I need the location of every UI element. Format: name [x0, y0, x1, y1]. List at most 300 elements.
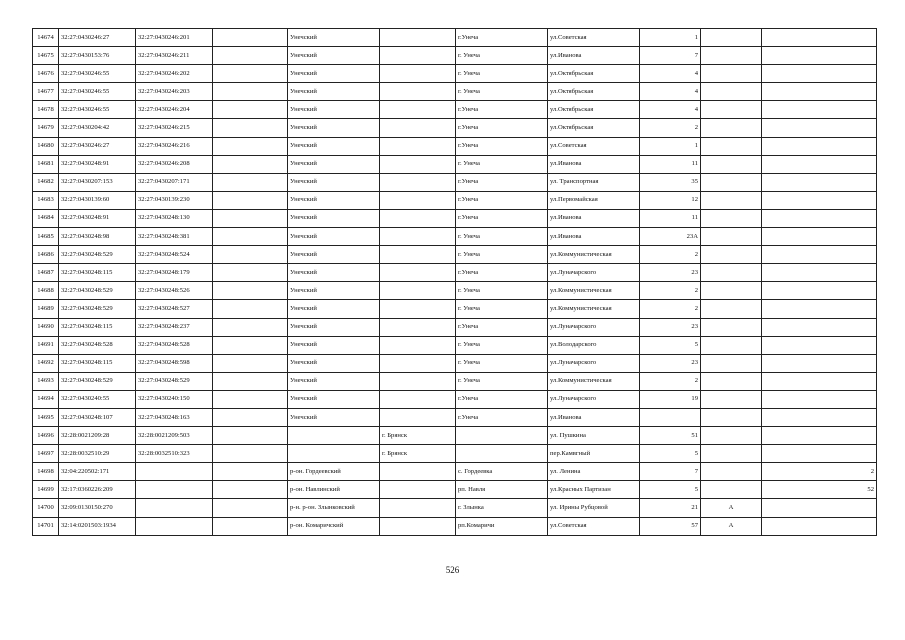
row-number-cell: 14692	[33, 354, 59, 372]
city-cell	[380, 300, 456, 318]
street-cell: ул.Советская	[548, 29, 640, 47]
district-cell: Унечский	[288, 137, 380, 155]
city-cell	[380, 408, 456, 426]
district-cell: Унечский	[288, 47, 380, 65]
cadastral-number-cell: 32:27:0430248:529	[59, 246, 136, 264]
locality-cell: г. Унеча	[456, 300, 548, 318]
district-cell: Унечский	[288, 336, 380, 354]
locality-cell: г.Унеча	[456, 101, 548, 119]
locality-cell: г. Унеча	[456, 372, 548, 390]
street-cell: ул.Первомайская	[548, 191, 640, 209]
table-row	[33, 354, 877, 372]
letter-cell: А	[701, 499, 762, 517]
extra-cell	[762, 246, 877, 264]
extra-cell	[762, 300, 877, 318]
street-cell: ул.Луначарского	[548, 354, 640, 372]
object-number-cell: 32:27:0430207:171	[136, 173, 213, 191]
house-number-cell: 4	[640, 65, 701, 83]
row-number-cell: 14679	[33, 119, 59, 137]
object-number-cell: 32:28:0032510:323	[136, 445, 213, 463]
street-cell: ул.Володарского	[548, 336, 640, 354]
city-cell	[380, 137, 456, 155]
extra-cell	[762, 47, 877, 65]
cadastral-number-cell: 32:27:0430248:115	[59, 354, 136, 372]
city-cell	[380, 336, 456, 354]
blank-cell-cell	[213, 83, 288, 101]
extra-cell	[762, 318, 877, 336]
extra-cell: 2	[762, 463, 877, 481]
street-cell: ул.Иванова	[548, 155, 640, 173]
house-number-cell: 1	[640, 137, 701, 155]
street-cell: ул. Ирины Рубцовой	[548, 499, 640, 517]
cadastral-number-cell: 32:27:0430248:529	[59, 282, 136, 300]
district-cell: Унечский	[288, 408, 380, 426]
object-number-cell: 32:27:0430248:524	[136, 246, 213, 264]
house-number-cell: 2	[640, 282, 701, 300]
city-cell	[380, 318, 456, 336]
street-cell: ул.Иванова	[548, 47, 640, 65]
row-number-cell: 14676	[33, 65, 59, 83]
city-cell	[380, 119, 456, 137]
cadastral-number-cell: 32:27:0430248:91	[59, 209, 136, 227]
row-number-cell: 14688	[33, 282, 59, 300]
house-number-cell: 5	[640, 445, 701, 463]
letter-cell	[701, 427, 762, 445]
house-number-cell: 5	[640, 481, 701, 499]
letter-cell: А	[701, 517, 762, 535]
letter-cell	[701, 101, 762, 119]
city-cell	[380, 246, 456, 264]
house-number-cell: 2	[640, 372, 701, 390]
letter-cell	[701, 481, 762, 499]
row-number-cell: 14687	[33, 264, 59, 282]
locality-cell: г. Унеча	[456, 246, 548, 264]
object-number-cell: 32:27:0430246:208	[136, 155, 213, 173]
blank-cell-cell	[213, 372, 288, 390]
letter-cell	[701, 228, 762, 246]
city-cell	[380, 209, 456, 227]
row-number-cell: 14678	[33, 101, 59, 119]
street-cell: ул.Коммунистическая	[548, 246, 640, 264]
extra-cell	[762, 209, 877, 227]
letter-cell	[701, 282, 762, 300]
letter-cell	[701, 372, 762, 390]
locality-cell	[456, 427, 548, 445]
object-number-cell: 32:27:0430248:179	[136, 264, 213, 282]
extra-cell	[762, 427, 877, 445]
street-cell: ул.Октябрьская	[548, 101, 640, 119]
object-number-cell: 32:27:0430248:130	[136, 209, 213, 227]
row-number-cell: 14682	[33, 173, 59, 191]
city-cell: г. Брянск	[380, 427, 456, 445]
city-cell	[380, 372, 456, 390]
extra-cell	[762, 119, 877, 137]
row-number-cell: 14683	[33, 191, 59, 209]
extra-cell	[762, 29, 877, 47]
letter-cell	[701, 318, 762, 336]
city-cell	[380, 83, 456, 101]
house-number-cell: 11	[640, 155, 701, 173]
city-cell	[380, 481, 456, 499]
blank-cell-cell	[213, 155, 288, 173]
cadastral-number-cell: 32:09:0130150:270	[59, 499, 136, 517]
letter-cell	[701, 83, 762, 101]
letter-cell	[701, 246, 762, 264]
locality-cell	[456, 445, 548, 463]
table-row	[33, 101, 877, 119]
house-number-cell: 1	[640, 29, 701, 47]
object-number-cell	[136, 499, 213, 517]
row-number-cell: 14697	[33, 445, 59, 463]
object-number-cell	[136, 463, 213, 481]
house-number-cell: 57	[640, 517, 701, 535]
table-row	[33, 300, 877, 318]
letter-cell	[701, 29, 762, 47]
district-cell	[288, 427, 380, 445]
cadastral-number-cell: 32:28:0021209:28	[59, 427, 136, 445]
house-number-cell: 23А	[640, 228, 701, 246]
street-cell: пер.Камвгный	[548, 445, 640, 463]
cadastral-number-cell: 32:27:0430153:76	[59, 47, 136, 65]
blank-cell-cell	[213, 445, 288, 463]
extra-cell	[762, 228, 877, 246]
extra-cell	[762, 517, 877, 535]
table-row	[33, 318, 877, 336]
city-cell: г. Брянск	[380, 445, 456, 463]
city-cell	[380, 499, 456, 517]
row-number-cell: 14701	[33, 517, 59, 535]
table-row	[33, 427, 877, 445]
letter-cell	[701, 155, 762, 173]
object-number-cell: 32:27:0430246:201	[136, 29, 213, 47]
locality-cell: г.Унеча	[456, 29, 548, 47]
locality-cell: г.Унеча	[456, 209, 548, 227]
house-number-cell: 7	[640, 47, 701, 65]
row-number-cell: 14685	[33, 228, 59, 246]
blank-cell-cell	[213, 336, 288, 354]
row-number-cell: 14684	[33, 209, 59, 227]
city-cell	[380, 463, 456, 481]
row-number-cell: 14677	[33, 83, 59, 101]
city-cell	[380, 282, 456, 300]
house-number-cell: 2	[640, 300, 701, 318]
blank-cell-cell	[213, 499, 288, 517]
street-cell: ул.Советская	[548, 517, 640, 535]
table-row	[33, 119, 877, 137]
street-cell: ул.Иванова	[548, 228, 640, 246]
extra-cell	[762, 65, 877, 83]
letter-cell	[701, 445, 762, 463]
district-cell: Унечский	[288, 228, 380, 246]
letter-cell	[701, 264, 762, 282]
extra-cell	[762, 101, 877, 119]
locality-cell: г.Унеча	[456, 173, 548, 191]
row-number-cell: 14689	[33, 300, 59, 318]
street-cell: ул.Октябрьская	[548, 119, 640, 137]
table-row	[33, 137, 877, 155]
locality-cell: г. Злынка	[456, 499, 548, 517]
object-number-cell: 32:27:0430248:163	[136, 408, 213, 426]
extra-cell	[762, 354, 877, 372]
cadastral-number-cell: 32:17:0360226:209	[59, 481, 136, 499]
blank-cell-cell	[213, 228, 288, 246]
cadastral-number-cell: 32:28:0032510:29	[59, 445, 136, 463]
street-cell: ул.Красных Партизан	[548, 481, 640, 499]
row-number-cell: 14699	[33, 481, 59, 499]
table-row	[33, 499, 877, 517]
object-number-cell: 32:27:0430248:529	[136, 372, 213, 390]
extra-cell	[762, 499, 877, 517]
locality-cell: г.Унеча	[456, 119, 548, 137]
district-cell: р-он. Гордеевский	[288, 463, 380, 481]
row-number-cell: 14693	[33, 372, 59, 390]
street-cell: ул.Коммунистическая	[548, 372, 640, 390]
house-number-cell: 5	[640, 336, 701, 354]
cadastral-number-cell: 32:27:0430248:115	[59, 318, 136, 336]
cadastral-number-cell: 32:27:0430248:528	[59, 336, 136, 354]
locality-cell: г. Унеча	[456, 47, 548, 65]
locality-cell: г. Унеча	[456, 354, 548, 372]
street-cell: ул.Иванова	[548, 408, 640, 426]
blank-cell-cell	[213, 427, 288, 445]
locality-cell: рп.Комаричи	[456, 517, 548, 535]
extra-cell	[762, 408, 877, 426]
house-number-cell: 7	[640, 463, 701, 481]
blank-cell-cell	[213, 173, 288, 191]
table-row	[33, 47, 877, 65]
table-row	[33, 463, 877, 481]
blank-cell-cell	[213, 408, 288, 426]
house-number-cell: 2	[640, 246, 701, 264]
city-cell	[380, 354, 456, 372]
street-cell: ул.Коммунистическая	[548, 300, 640, 318]
cadastral-number-cell: 32:27:0430248:115	[59, 264, 136, 282]
locality-cell: г. Унеча	[456, 155, 548, 173]
house-number-cell	[640, 408, 701, 426]
city-cell	[380, 65, 456, 83]
cadastral-number-cell: 32:27:0430246:55	[59, 101, 136, 119]
locality-cell: с. Гордеевка	[456, 463, 548, 481]
letter-cell	[701, 336, 762, 354]
object-number-cell: 32:27:0430246:202	[136, 65, 213, 83]
letter-cell	[701, 390, 762, 408]
blank-cell-cell	[213, 137, 288, 155]
letter-cell	[701, 137, 762, 155]
register-table	[32, 28, 877, 536]
object-number-cell: 32:27:0430248:527	[136, 300, 213, 318]
object-number-cell	[136, 517, 213, 535]
table-row	[33, 173, 877, 191]
row-number-cell: 14690	[33, 318, 59, 336]
street-cell: ул. Транспортная	[548, 173, 640, 191]
table-row	[33, 372, 877, 390]
cadastral-number-cell: 32:27:0430246:55	[59, 65, 136, 83]
cadastral-number-cell: 32:27:0430207:153	[59, 173, 136, 191]
table-row	[33, 65, 877, 83]
object-number-cell: 32:27:0430246:216	[136, 137, 213, 155]
blank-cell-cell	[213, 463, 288, 481]
blank-cell-cell	[213, 390, 288, 408]
street-cell: ул.Октябрьская	[548, 65, 640, 83]
house-number-cell: 35	[640, 173, 701, 191]
city-cell	[380, 101, 456, 119]
district-cell: Унечский	[288, 354, 380, 372]
row-number-cell: 14686	[33, 246, 59, 264]
table-row	[33, 390, 877, 408]
city-cell	[380, 517, 456, 535]
street-cell: ул.Коммунистическая	[548, 282, 640, 300]
letter-cell	[701, 119, 762, 137]
locality-cell: г.Унеча	[456, 390, 548, 408]
locality-cell: г. Унеча	[456, 336, 548, 354]
table-row	[33, 264, 877, 282]
cadastral-number-cell: 32:04:220502:171	[59, 463, 136, 481]
district-cell: Унечский	[288, 83, 380, 101]
letter-cell	[701, 354, 762, 372]
locality-cell: г. Унеча	[456, 65, 548, 83]
row-number-cell: 14691	[33, 336, 59, 354]
district-cell: Унечский	[288, 209, 380, 227]
object-number-cell: 32:27:0430246:204	[136, 101, 213, 119]
blank-cell-cell	[213, 300, 288, 318]
extra-cell	[762, 137, 877, 155]
table-row	[33, 481, 877, 499]
row-number-cell: 14694	[33, 390, 59, 408]
district-cell: Унечский	[288, 29, 380, 47]
district-cell: Унечский	[288, 282, 380, 300]
blank-cell-cell	[213, 65, 288, 83]
blank-cell-cell	[213, 209, 288, 227]
house-number-cell: 51	[640, 427, 701, 445]
cadastral-number-cell: 32:27:0430204:42	[59, 119, 136, 137]
blank-cell-cell	[213, 119, 288, 137]
house-number-cell: 23	[640, 354, 701, 372]
page-number: 526	[445, 565, 460, 575]
object-number-cell: 32:27:0430139:230	[136, 191, 213, 209]
extra-cell: 52	[762, 481, 877, 499]
district-cell	[288, 445, 380, 463]
object-number-cell	[136, 481, 213, 499]
district-cell: Унечский	[288, 372, 380, 390]
house-number-cell: 23	[640, 318, 701, 336]
cadastral-number-cell: 32:27:0430248:529	[59, 372, 136, 390]
object-number-cell: 32:27:0430246:211	[136, 47, 213, 65]
city-cell	[380, 264, 456, 282]
district-cell: Унечский	[288, 65, 380, 83]
letter-cell	[701, 408, 762, 426]
district-cell: Унечский	[288, 191, 380, 209]
table-row	[33, 445, 877, 463]
cadastral-number-cell: 32:27:0430248:98	[59, 228, 136, 246]
letter-cell	[701, 300, 762, 318]
table-row	[33, 336, 877, 354]
street-cell: ул.Луначарского	[548, 318, 640, 336]
blank-cell-cell	[213, 282, 288, 300]
house-number-cell: 19	[640, 390, 701, 408]
locality-cell: г. Унеча	[456, 228, 548, 246]
district-cell: Унечский	[288, 119, 380, 137]
extra-cell	[762, 445, 877, 463]
table-row	[33, 155, 877, 173]
row-number-cell: 14674	[33, 29, 59, 47]
object-number-cell: 32:27:0430246:215	[136, 119, 213, 137]
row-number-cell: 14681	[33, 155, 59, 173]
cadastral-number-cell: 32:27:0430248:91	[59, 155, 136, 173]
extra-cell	[762, 173, 877, 191]
city-cell	[380, 390, 456, 408]
table-row	[33, 209, 877, 227]
cadastral-number-cell: 32:27:0430139:60	[59, 191, 136, 209]
letter-cell	[701, 209, 762, 227]
table-row	[33, 282, 877, 300]
district-cell: Унечский	[288, 300, 380, 318]
extra-cell	[762, 282, 877, 300]
table-row	[33, 191, 877, 209]
row-number-cell: 14680	[33, 137, 59, 155]
row-number-cell: 14675	[33, 47, 59, 65]
extra-cell	[762, 372, 877, 390]
locality-cell: г.Унеча	[456, 264, 548, 282]
city-cell	[380, 155, 456, 173]
blank-cell-cell	[213, 481, 288, 499]
extra-cell	[762, 390, 877, 408]
object-number-cell: 32:28:0021209:503	[136, 427, 213, 445]
blank-cell-cell	[213, 101, 288, 119]
letter-cell	[701, 463, 762, 481]
table-row	[33, 228, 877, 246]
object-number-cell: 32:27:0430248:598	[136, 354, 213, 372]
city-cell	[380, 191, 456, 209]
locality-cell: г.Унеча	[456, 318, 548, 336]
row-number-cell: 14698	[33, 463, 59, 481]
house-number-cell: 4	[640, 83, 701, 101]
blank-cell-cell	[213, 29, 288, 47]
district-cell: р-н. р-он. Злынковский	[288, 499, 380, 517]
blank-cell-cell	[213, 191, 288, 209]
house-number-cell: 2	[640, 119, 701, 137]
letter-cell	[701, 191, 762, 209]
blank-cell-cell	[213, 264, 288, 282]
locality-cell: г.Унеча	[456, 137, 548, 155]
extra-cell	[762, 155, 877, 173]
district-cell: Унечский	[288, 264, 380, 282]
object-number-cell: 32:27:0430240:150	[136, 390, 213, 408]
city-cell	[380, 173, 456, 191]
city-cell	[380, 29, 456, 47]
object-number-cell: 32:27:0430248:526	[136, 282, 213, 300]
extra-cell	[762, 191, 877, 209]
blank-cell-cell	[213, 246, 288, 264]
street-cell: ул.Луначарского	[548, 264, 640, 282]
district-cell: Унечский	[288, 390, 380, 408]
street-cell: ул.Иванова	[548, 209, 640, 227]
locality-cell: рп. Навля	[456, 481, 548, 499]
street-cell: ул. Пушкина	[548, 427, 640, 445]
district-cell: р-он. Навлинский	[288, 481, 380, 499]
letter-cell	[701, 173, 762, 191]
cadastral-number-cell: 32:27:0430246:55	[59, 83, 136, 101]
locality-cell: г.Унеча	[456, 191, 548, 209]
row-number-cell: 14696	[33, 427, 59, 445]
district-cell: Унечский	[288, 155, 380, 173]
table-row	[33, 408, 877, 426]
extra-cell	[762, 264, 877, 282]
object-number-cell: 32:27:0430246:203	[136, 83, 213, 101]
house-number-cell: 12	[640, 191, 701, 209]
house-number-cell: 21	[640, 499, 701, 517]
house-number-cell: 4	[640, 101, 701, 119]
street-cell: ул.Луначарского	[548, 390, 640, 408]
